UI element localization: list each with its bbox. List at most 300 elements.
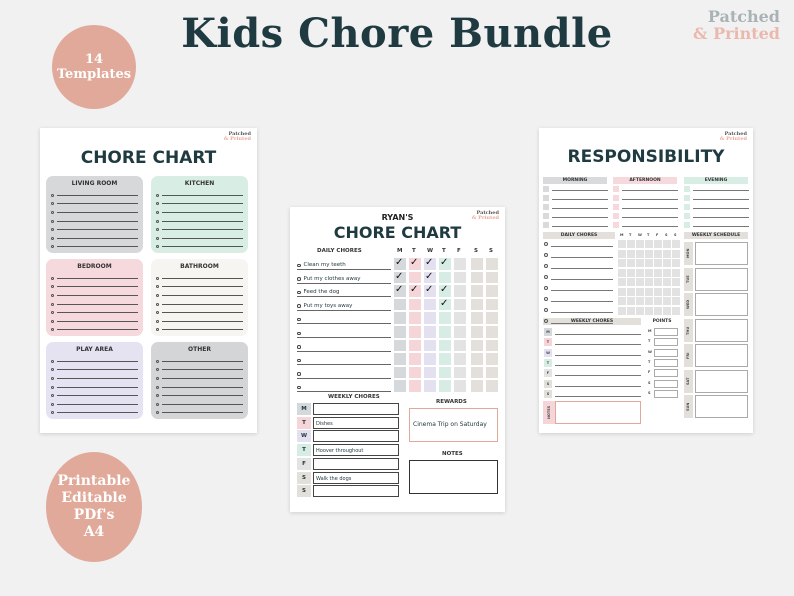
day-cell (627, 269, 635, 277)
checklist-line (156, 283, 243, 292)
chore-row (297, 325, 391, 338)
checkbox-circle (156, 237, 159, 240)
day-cell (645, 288, 653, 296)
checklist-line (156, 225, 243, 234)
routine-line (622, 199, 678, 200)
page-title: Kids Chore Bundle (181, 10, 613, 57)
day-cell (424, 299, 436, 311)
rewards-label: REWARDS (436, 399, 467, 405)
ryan-chart-title: CHORE CHART (333, 223, 462, 242)
day-cell (486, 258, 498, 270)
day-cell (654, 297, 662, 305)
checklist-line (51, 217, 138, 226)
day-cell (636, 307, 644, 315)
checkbox-circle (544, 286, 548, 290)
day-cell (454, 353, 466, 365)
checkbox-circle (51, 211, 54, 214)
weekly-day: T (297, 417, 311, 429)
weekly-day: M (544, 328, 552, 336)
checklist-line (51, 308, 138, 317)
templates-badge: 14 Templates (52, 25, 136, 109)
weekly-day: S (297, 485, 311, 497)
tick-mark: ✓ (410, 284, 419, 296)
checklist-line (156, 357, 243, 366)
write-line (162, 312, 243, 313)
checkbox-circle (51, 368, 54, 371)
chore-row (297, 298, 391, 311)
checkbox-circle (156, 311, 159, 314)
day-header: T (442, 248, 446, 254)
brand-logo: Patched & Printed (693, 7, 780, 43)
room-label: BATHROOM (180, 263, 219, 270)
write-line (162, 221, 243, 222)
points-day: T (648, 339, 651, 344)
day-cell (627, 307, 635, 315)
checkbox-circle (544, 308, 548, 312)
day-cell (439, 380, 451, 392)
schedule-box (695, 319, 748, 342)
write-line (551, 246, 613, 247)
day-cell (471, 380, 483, 392)
schedule-box (695, 293, 748, 316)
day-cell (454, 340, 466, 352)
checkbox-circle (156, 194, 159, 197)
write-line (555, 344, 641, 345)
responsibility-preview (539, 128, 753, 433)
weekly-day: T (297, 444, 311, 456)
chore-row (297, 352, 391, 365)
day-cell (663, 307, 671, 315)
day-cell (654, 307, 662, 315)
day-cell (663, 250, 671, 258)
checklist-line (51, 283, 138, 292)
chore-text: Feed the dog (303, 289, 340, 296)
checklist-line (51, 317, 138, 326)
routine-square (684, 186, 690, 192)
write-line (162, 329, 243, 330)
schedule-day: TUE (684, 268, 693, 291)
checklist-line (156, 208, 243, 217)
weekly-chore-box (313, 403, 399, 415)
checklist-line (51, 291, 138, 300)
write-line (162, 304, 243, 305)
points-box (654, 369, 678, 377)
checklist-line (156, 409, 243, 418)
room-label: LIVING ROOM (71, 180, 118, 187)
points-box (654, 380, 678, 388)
chore-row (297, 366, 391, 379)
write-line (57, 369, 138, 370)
checkbox-circle (156, 285, 159, 288)
room-card (46, 259, 143, 336)
write-line (57, 246, 138, 247)
checklist-line (51, 400, 138, 409)
rewards-box: Cinema Trip on Saturday (409, 408, 498, 442)
checkbox-circle (51, 237, 54, 240)
day-cell (424, 367, 436, 379)
day-header: M (397, 248, 403, 254)
write-line (162, 195, 243, 196)
checkbox-circle (544, 319, 548, 323)
write-line (555, 334, 641, 335)
checkbox-circle (544, 242, 548, 246)
schedule-box (695, 370, 748, 393)
routine-square (543, 213, 549, 219)
schedule-day: MON (684, 242, 693, 265)
day-cell (636, 288, 644, 296)
weekly-day: T (544, 338, 552, 346)
day-header: W (427, 248, 434, 254)
write-line (162, 404, 243, 405)
checkbox-circle (51, 245, 54, 248)
day-cell (394, 340, 406, 352)
routine-square (684, 195, 690, 201)
day-cell (486, 367, 498, 379)
schedule-day: THU (684, 319, 693, 342)
day-cell (618, 307, 626, 315)
day-cell (663, 269, 671, 277)
day-cell (486, 340, 498, 352)
checkbox-circle (51, 320, 54, 323)
notes-box (409, 460, 498, 494)
checklist-line (156, 383, 243, 392)
write-line (551, 301, 613, 302)
weekly-chore-box: Hoover throughout (313, 444, 399, 456)
routine-line (622, 217, 678, 218)
day-cell (618, 297, 626, 305)
checkbox-circle (544, 264, 548, 268)
write-line (57, 195, 138, 196)
checklist-line (156, 243, 243, 252)
checkbox-circle (156, 202, 159, 205)
day-cell (645, 259, 653, 267)
write-line (162, 295, 243, 296)
day-cell (454, 312, 466, 324)
day-cell (471, 285, 483, 297)
day-cell (654, 288, 662, 296)
chore-row (297, 271, 391, 284)
write-line (57, 203, 138, 204)
day-cell (636, 259, 644, 267)
checklist-line (156, 391, 243, 400)
day-cell (618, 259, 626, 267)
day-cell (409, 326, 421, 338)
day-cell (636, 269, 644, 277)
weekly-day: W (544, 349, 552, 357)
weekly-chore-box (313, 430, 399, 442)
checklist-line (51, 374, 138, 383)
notes-label: NOTES (442, 451, 463, 457)
evening-header: EVENING (684, 177, 748, 184)
write-line (162, 286, 243, 287)
checklist-line (51, 234, 138, 243)
day-cell (394, 380, 406, 392)
day-cell (672, 297, 680, 305)
write-line (162, 238, 243, 239)
points-box (654, 328, 678, 336)
day-cell (672, 278, 680, 286)
day-cell (454, 285, 466, 297)
weekly-chore-box: Walk the dogs (313, 472, 399, 484)
room-label: KITCHEN (184, 180, 215, 187)
checkbox-circle (156, 294, 159, 297)
day-cell (486, 299, 498, 311)
day-cell (454, 299, 466, 311)
routine-square (684, 222, 690, 228)
weekly-day: S (544, 380, 552, 388)
checklist-line (156, 191, 243, 200)
day-cell (439, 272, 451, 284)
day-cell (394, 299, 406, 311)
routine-line (693, 208, 749, 209)
day-cell (636, 278, 644, 286)
checkbox-circle (544, 297, 548, 301)
day-cell (471, 258, 483, 270)
day-header: M (620, 233, 624, 237)
day-cell (645, 297, 653, 305)
day-cell (627, 297, 635, 305)
chore-chart-preview (40, 128, 257, 433)
sheet-logo: Patched & Printed (471, 210, 499, 221)
day-cell (439, 353, 451, 365)
tick-mark: ✓ (425, 284, 434, 296)
day-cell (394, 326, 406, 338)
tick-mark: ✓ (425, 257, 434, 268)
write-line (555, 375, 641, 376)
weekly-chore-box: Dishes (313, 417, 399, 429)
day-cell (672, 269, 680, 277)
routine-square (613, 222, 619, 228)
routine-square (543, 204, 549, 210)
tick-mark: ✓ (440, 284, 449, 296)
checklist-line (156, 234, 243, 243)
checklist-line (51, 326, 138, 335)
checkbox-circle (297, 318, 301, 322)
day-cell (654, 278, 662, 286)
write-line (57, 412, 138, 413)
day-cell (627, 278, 635, 286)
day-cell (454, 258, 466, 270)
checklist-line (156, 200, 243, 209)
day-cell (663, 278, 671, 286)
checklist-line (51, 274, 138, 283)
write-line (57, 304, 138, 305)
day-cell (654, 250, 662, 258)
checklist-line (156, 274, 243, 283)
day-cell (471, 326, 483, 338)
day-cell (409, 340, 421, 352)
routine-line (552, 190, 608, 191)
checkbox-circle (51, 360, 54, 363)
daily-chores-label: DAILY CHORES (317, 248, 362, 254)
write-line (551, 290, 613, 291)
room-card (46, 342, 143, 419)
weekly-schedule-label: WEEKLY SCHEDULE (684, 232, 748, 239)
day-cell (409, 312, 421, 324)
day-cell (486, 326, 498, 338)
formats-badge: Printable Editable PDf's A4 (46, 452, 142, 562)
checkbox-circle (156, 228, 159, 231)
checkbox-circle (156, 211, 159, 214)
checklist-line (51, 191, 138, 200)
routine-line (622, 208, 678, 209)
weekly-day: M (297, 403, 311, 415)
responsibility-title: RESPONSIBILITY (567, 147, 725, 167)
chore-row (297, 257, 391, 270)
checkbox-circle (51, 328, 54, 331)
day-cell (471, 367, 483, 379)
day-cell (645, 307, 653, 315)
checklist-line (156, 317, 243, 326)
checkbox-circle (156, 368, 159, 371)
day-cell (486, 312, 498, 324)
write-line (551, 257, 613, 258)
day-cell (618, 240, 626, 248)
write-line (162, 387, 243, 388)
checkbox-circle (51, 386, 54, 389)
checkbox-circle (156, 386, 159, 389)
write-line (162, 395, 243, 396)
points-day: S (648, 390, 651, 395)
write-line (57, 395, 138, 396)
day-header: W (638, 233, 642, 237)
schedule-box (695, 242, 748, 265)
weekly-day: T (544, 359, 552, 367)
day-cell (486, 285, 498, 297)
morning-header: MORNING (543, 177, 607, 184)
write-line (57, 295, 138, 296)
write-line (551, 312, 613, 313)
checkbox-circle (297, 332, 301, 336)
notes-label: NOTES (543, 401, 555, 424)
schedule-box (695, 268, 748, 291)
day-cell (409, 299, 421, 311)
day-cell (424, 340, 436, 352)
tick-mark: ✓ (425, 270, 434, 282)
routine-line (552, 226, 608, 227)
write-line (57, 404, 138, 405)
day-header: F (457, 248, 461, 254)
day-cell (471, 340, 483, 352)
write-line (555, 365, 641, 366)
room-card (151, 176, 248, 253)
routine-square (613, 213, 619, 219)
checkbox-circle (156, 245, 159, 248)
routine-line (552, 217, 608, 218)
day-cell (409, 272, 421, 284)
checkbox-circle (544, 275, 548, 279)
checklist-line (51, 391, 138, 400)
day-cell (636, 297, 644, 305)
checklist-line (156, 400, 243, 409)
points-box (654, 349, 678, 357)
day-header: F (656, 233, 659, 237)
checklist-line (156, 366, 243, 375)
day-cell (394, 353, 406, 365)
checklist-line (51, 409, 138, 418)
routine-line (552, 208, 608, 209)
checkbox-circle (51, 411, 54, 414)
day-cell (454, 272, 466, 284)
day-cell (645, 250, 653, 258)
day-header: T (629, 233, 632, 237)
day-cell (471, 312, 483, 324)
points-day: S (648, 380, 651, 385)
day-cell (454, 326, 466, 338)
points-day: M (648, 329, 652, 333)
day-cell (454, 380, 466, 392)
checkbox-circle (51, 194, 54, 197)
day-header: T (647, 233, 650, 237)
points-box (654, 338, 678, 346)
routine-line (552, 199, 608, 200)
checklist-line (51, 383, 138, 392)
checkbox-circle (156, 377, 159, 380)
checklist-line (51, 357, 138, 366)
day-cell (439, 340, 451, 352)
checkbox-circle (297, 372, 301, 376)
points-label: POINTS (646, 318, 678, 325)
child-name: RYAN'S (381, 213, 414, 222)
schedule-day: WED (684, 293, 693, 316)
day-cell (654, 269, 662, 277)
write-line (555, 396, 641, 397)
day-cell (636, 250, 644, 258)
day-header: S (665, 233, 668, 237)
write-line (555, 355, 641, 356)
tick-mark: ✓ (395, 284, 404, 296)
checklist-line (156, 217, 243, 226)
checkbox-circle (51, 285, 54, 288)
day-cell (672, 259, 680, 267)
day-cell (486, 380, 498, 392)
tick-mark: ✓ (440, 257, 449, 268)
routine-line (622, 226, 678, 227)
tick-mark: ✓ (395, 257, 404, 268)
checkbox-circle (51, 403, 54, 406)
write-line (162, 278, 243, 279)
checklist-line (51, 225, 138, 234)
resp-weekly-label: WEEKLY CHORES (543, 318, 641, 325)
resp-daily-label: DAILY CHORES (543, 232, 615, 239)
write-line (162, 229, 243, 230)
write-line (57, 286, 138, 287)
ryans-chore-chart-preview (290, 207, 505, 512)
sheet-logo: Patched & Printed (223, 131, 251, 142)
points-box (654, 390, 678, 398)
day-cell (618, 278, 626, 286)
day-cell (663, 259, 671, 267)
day-cell (663, 240, 671, 248)
day-cell (663, 297, 671, 305)
day-header: S (674, 233, 677, 237)
tick-mark: ✓ (410, 257, 419, 268)
day-cell (645, 240, 653, 248)
day-header: S (474, 248, 478, 254)
room-label: PLAY AREA (76, 346, 113, 353)
checkbox-circle (156, 403, 159, 406)
day-cell (672, 250, 680, 258)
checkbox-circle (297, 291, 301, 295)
afternoon-header: AFTERNOON (613, 177, 677, 184)
checklist-line (156, 374, 243, 383)
day-cell (409, 353, 421, 365)
checkbox-circle (544, 253, 548, 257)
day-cell (471, 272, 483, 284)
checkbox-circle (156, 360, 159, 363)
points-day: W (648, 349, 652, 354)
write-line (57, 278, 138, 279)
